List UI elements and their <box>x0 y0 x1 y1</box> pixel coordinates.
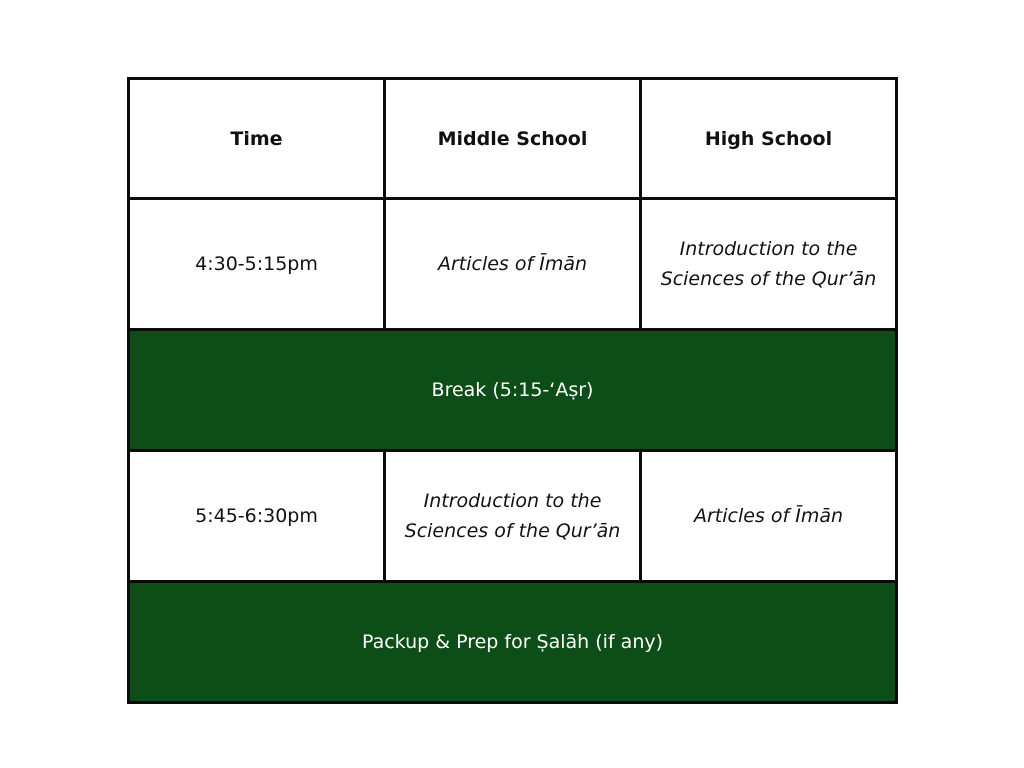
session-1-row <box>129 199 897 330</box>
header-middle-school: Middle School <box>385 79 641 199</box>
session-2-row <box>129 451 897 582</box>
session-2-high-school: Articles of Īmān <box>641 451 897 582</box>
session-2-time: 5:45-6:30pm <box>129 451 385 582</box>
session-2-middle-school: Introduction to the Sciences of the Qur’ān <box>385 451 641 582</box>
session-1-middle-school: Articles of Īmān <box>385 199 641 330</box>
break-row <box>129 330 897 451</box>
closing-row <box>129 582 897 703</box>
schedule-table <box>127 77 898 704</box>
header-row <box>129 79 897 199</box>
header-high-school: High School <box>641 79 897 199</box>
session-1-high-school: Introduction to the Sciences of the Qur’ān <box>641 199 897 330</box>
session-1-time: 4:30-5:15pm <box>129 199 385 330</box>
closing-cell: Packup & Prep for Ṣalāh (if any) <box>129 582 897 703</box>
break-cell: Break (5:15-‘Aṣr) <box>129 330 897 451</box>
header-time: Time <box>129 79 385 199</box>
